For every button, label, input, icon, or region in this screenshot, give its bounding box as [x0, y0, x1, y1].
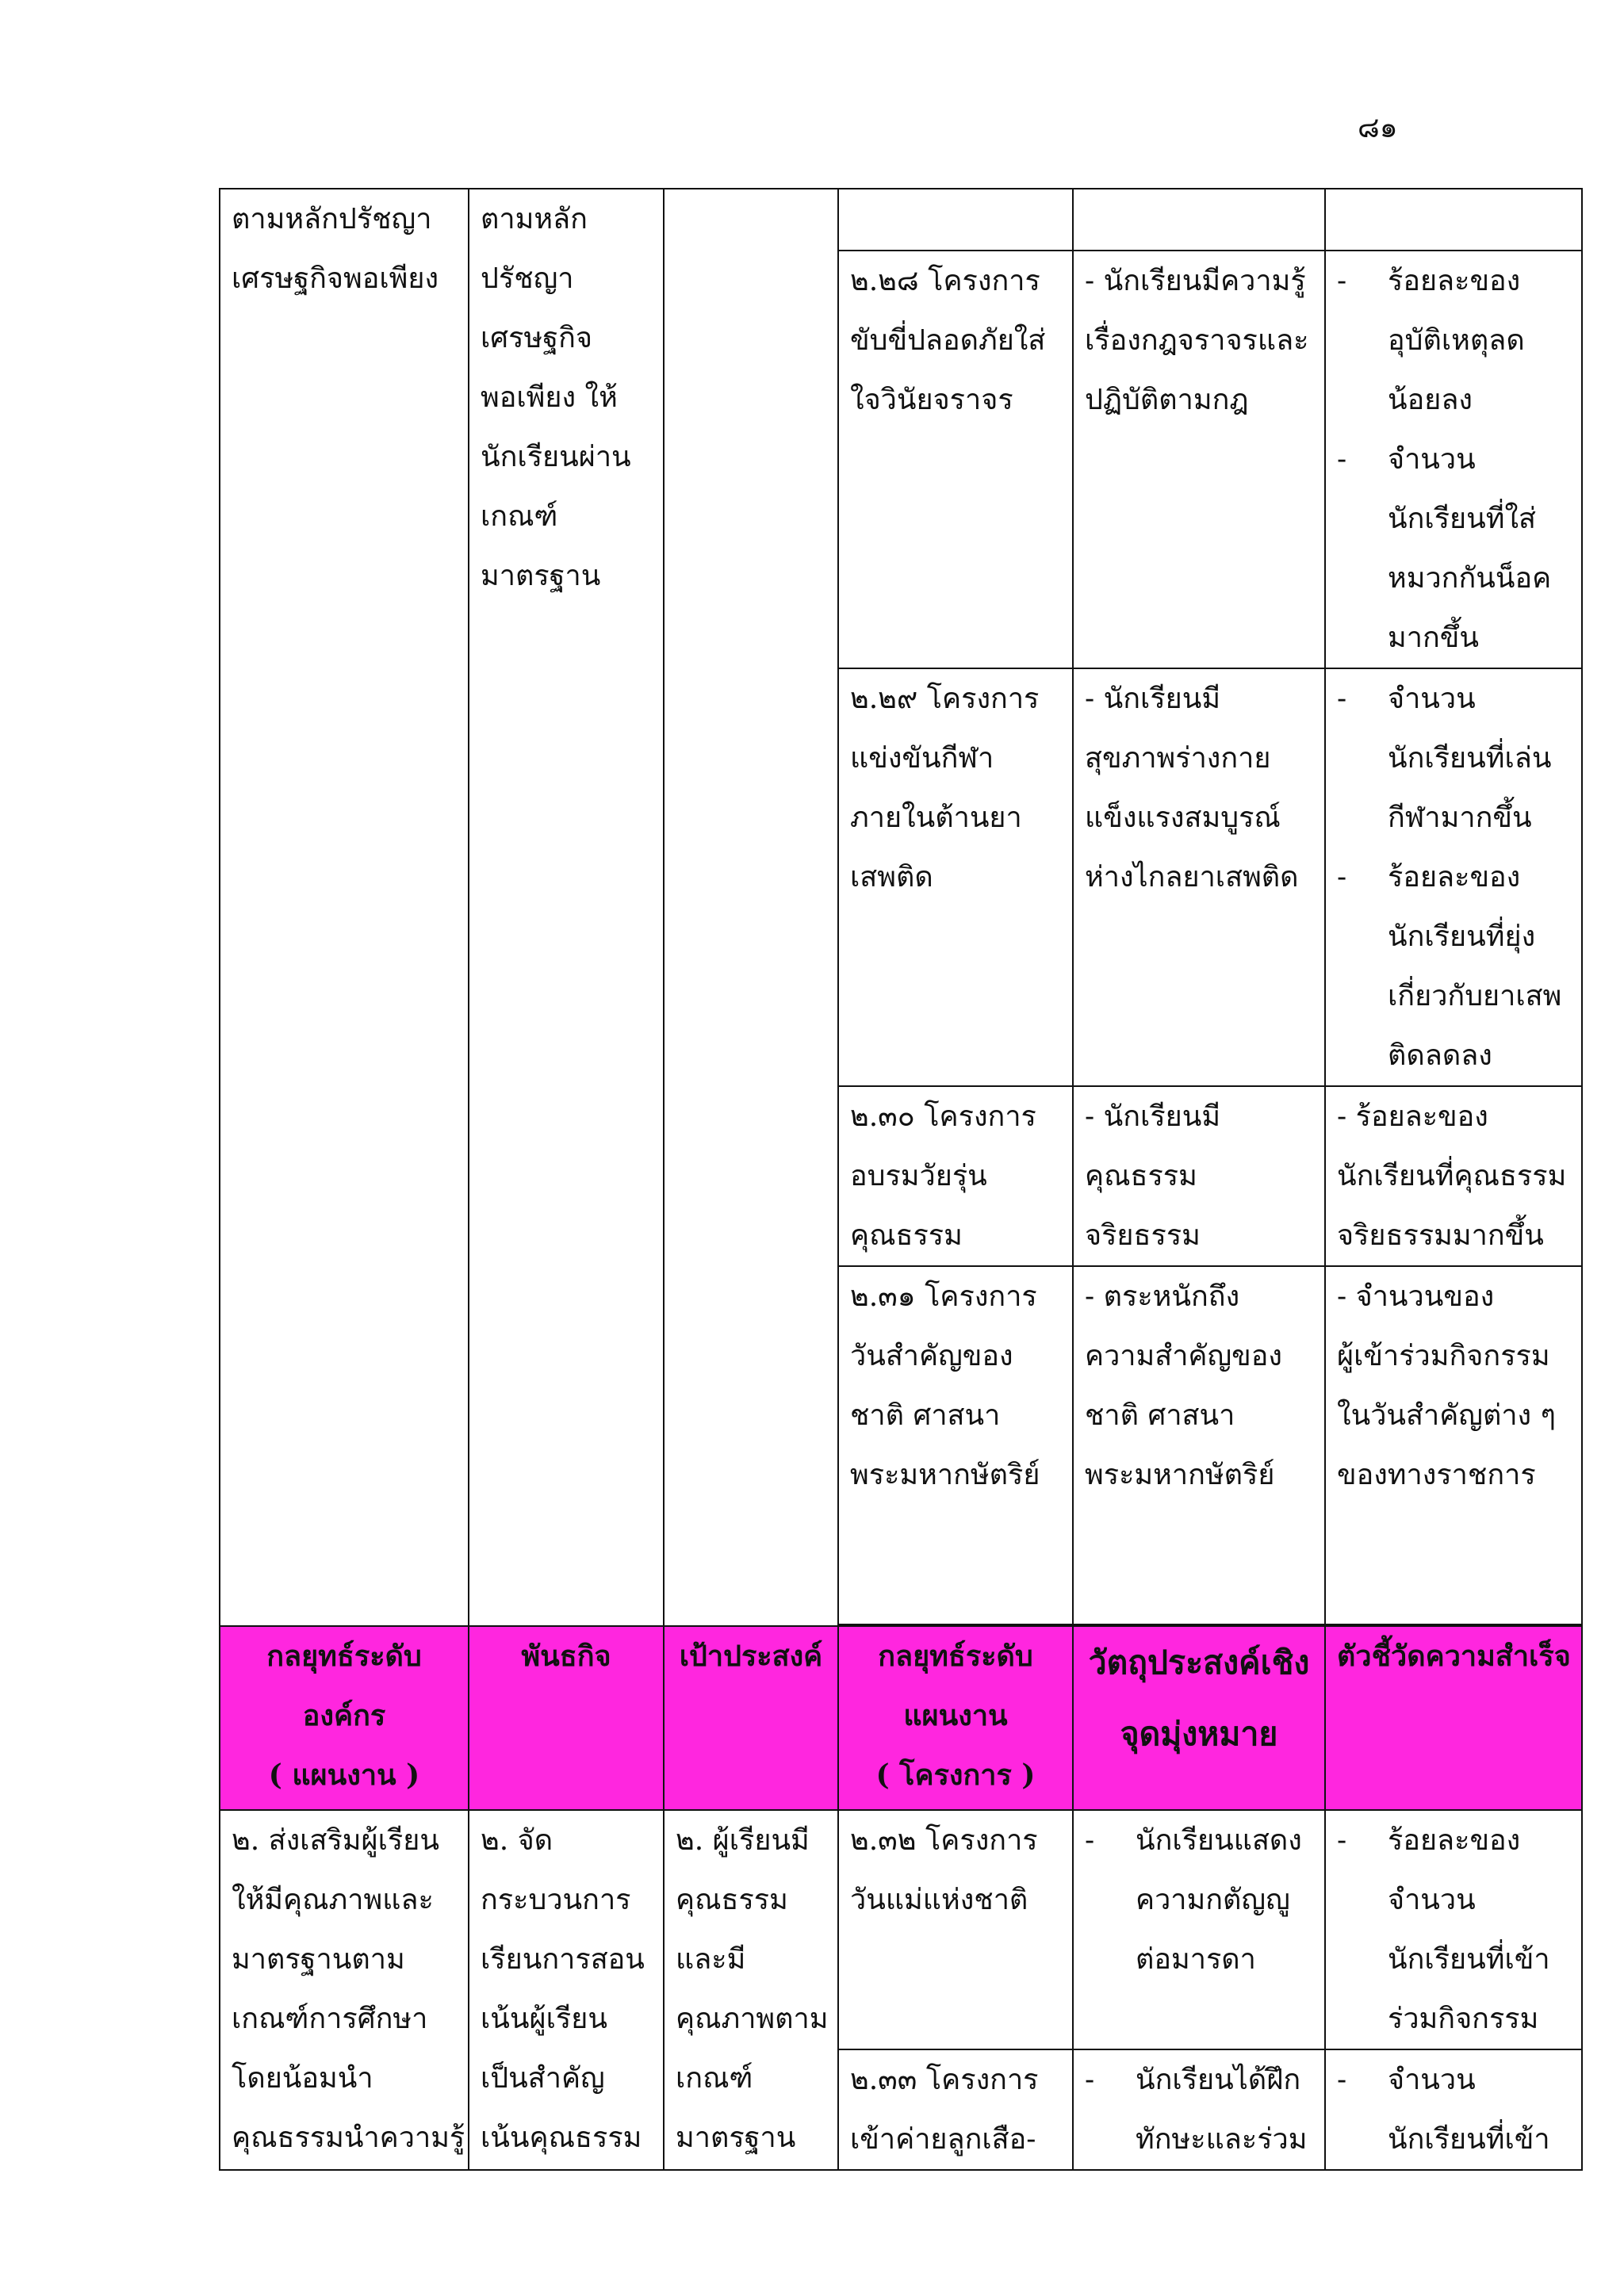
objective-line: - นักเรียนมี [1085, 1100, 1221, 1133]
project-name-line: ๒.๓๓ โครงการ [850, 2064, 1039, 2096]
project-name-cell [838, 251, 1073, 668]
lower-strategy-cell [220, 1810, 469, 2170]
project-name-cell [838, 1810, 1073, 2049]
objective-line: ความสำคัญของ [1085, 1340, 1282, 1372]
mission-line: นักเรียนผ่าน [481, 441, 631, 473]
indicator-line: นักเรียนที่เล่น [1388, 742, 1552, 775]
indicator-line: ในวันสำคัญต่าง ๆ [1337, 1399, 1556, 1432]
project-name-line: วันแม่แห่งชาติ [850, 1884, 1028, 1916]
header-line: แผนงาน [903, 1699, 1008, 1732]
indicator-line: อุบัติเหตุลด [1388, 324, 1525, 357]
mission-line: เน้นผู้เรียน [481, 2003, 607, 2035]
project-name-line: พระมหากษัตริย์ [850, 1459, 1040, 1491]
objective-line: - นักเรียนมี [1085, 683, 1221, 715]
indicator-line: นักเรียนที่คุณธรรม [1337, 1160, 1567, 1192]
indicator-line: - จำนวนของ [1337, 1280, 1495, 1313]
indicator-line: จำนวน [1388, 683, 1476, 715]
goal-line: คุณภาพตาม [676, 2003, 829, 2035]
indicator-cell [1325, 1810, 1582, 2049]
project-name-line: คุณธรรม [850, 1219, 963, 1252]
mission-line: เป็นสำคัญ [481, 2062, 605, 2095]
indicator-line: น้อยลง [1388, 384, 1473, 416]
bullet-dash: - [1085, 1824, 1095, 1857]
project-name-line: ภายในต้านยา [850, 802, 1022, 834]
objective-line: ชาติ ศาสนา [1085, 1399, 1235, 1432]
bullet-dash: - [1337, 265, 1347, 297]
empty-indicator-cell [1325, 189, 1582, 251]
header-strategy-org [220, 1626, 469, 1810]
indicator-line: จำนวน [1388, 443, 1476, 476]
upper-goal-cell [664, 189, 838, 1626]
indicator-line: ร้อยละของ [1388, 1824, 1521, 1857]
header-line: ( โครงการ ) [875, 1758, 1036, 1792]
mission-line: พอเพียง ให้ [481, 381, 618, 414]
indicator-line: นักเรียนที่ยุ่ง [1388, 920, 1536, 953]
project-name-line: ชาติ ศาสนา [850, 1399, 1001, 1432]
project-name-cell [838, 1086, 1073, 1266]
indicator-bullet [1337, 1811, 1570, 2049]
header-indicator [1325, 1626, 1582, 1810]
project-name-line: ขับขี่ปลอดภัยใส่ [850, 324, 1046, 357]
project-name-line: อบรมวัยรุ่น [850, 1160, 987, 1192]
goal-line: เกณฑ์ [676, 2062, 753, 2095]
header-line: จุดมุ่งหมาย [1120, 1715, 1278, 1753]
mission-line: มาตรฐาน [481, 560, 601, 592]
header-strategy-plan [838, 1626, 1073, 1810]
continuation-top-row [220, 189, 1582, 251]
indicator-line: ร้อยละของ [1388, 861, 1521, 894]
bullet-dash: - [1337, 683, 1347, 715]
header-goal [664, 1626, 838, 1810]
goal-line: คุณธรรม [676, 1884, 788, 1916]
project-name-line: วันสำคัญของ [850, 1340, 1013, 1372]
bullet-dash: - [1337, 861, 1347, 894]
header-line: วัตถุประสงค์เชิง [1088, 1644, 1310, 1682]
header-line: องค์กร [302, 1699, 386, 1732]
objective-line: นักเรียนได้ฝึก [1136, 2064, 1301, 2096]
strategy-plan-table [219, 188, 1583, 2171]
indicator-line: กีฬามากขึ้น [1388, 802, 1532, 834]
header-mission [469, 1626, 664, 1810]
objective-line: คุณธรรม [1085, 1160, 1197, 1192]
indicator-line: - ร้อยละของ [1337, 1100, 1488, 1133]
indicator-bullet [1337, 2050, 1570, 2169]
indicator-bullet [1337, 430, 1570, 668]
indicator-line: จริยธรรมมากขึ้น [1337, 1219, 1544, 1252]
objective-line: เรื่องกฎจราจรและ [1085, 324, 1309, 357]
objective-cell [1073, 1810, 1325, 2049]
objective-line: ห่างไกลยาเสพติด [1085, 861, 1299, 894]
upper-mission-cell [469, 189, 664, 1626]
indicator-line: นักเรียนที่ใส่ [1388, 503, 1537, 535]
project-name-line: ใจวินัยจราจร [850, 384, 1013, 416]
table-header-row [220, 1626, 1582, 1810]
mission-line: ปรัชญา [481, 262, 574, 295]
project-name-line: ๒.๓๐ โครงการ [850, 1100, 1036, 1133]
header-line: กลยุทธ์ระดับ [878, 1640, 1033, 1673]
objective-cell [1073, 1266, 1325, 1624]
indicator-line: ของทางราชการ [1337, 1459, 1536, 1491]
project-name-cell [838, 668, 1073, 1086]
empty-project-cell [838, 189, 1073, 251]
project-name-line: ๒.๒๘ โครงการ [850, 265, 1040, 297]
strategy-line: โดยน้อมนำ [232, 2062, 373, 2095]
objective-cell [1073, 2049, 1325, 2170]
mission-line: เน้นคุณธรรม [481, 2122, 642, 2154]
objective-line: พระมหากษัตริย์ [1085, 1459, 1275, 1491]
indicator-bullet [1337, 251, 1570, 430]
objective-bullet [1085, 1811, 1313, 1989]
mission-line: เรียนการสอน [481, 1943, 645, 1976]
goal-line: มาตรฐาน [676, 2122, 796, 2154]
strategy-line: ๒. ส่งเสริมผู้เรียน [232, 1824, 439, 1857]
indicator-line: หมวกกันน็อค [1388, 562, 1552, 595]
header-line: เป้าประสงค์ [679, 1640, 823, 1673]
indicator-line: เกี่ยวกับยาเสพ [1388, 980, 1562, 1012]
project-name-line: เสพติด [850, 861, 933, 894]
objective-line: ทักษะและร่วม [1136, 2123, 1308, 2156]
goal-line: ๒. ผู้เรียนมี [676, 1824, 810, 1857]
indicator-cell [1325, 668, 1582, 1086]
project-name-line: ๒.๒๙ โครงการ [850, 683, 1040, 715]
page-number: ๘๑ [1358, 112, 1398, 144]
objective-line: สุขภาพร่างกาย [1085, 742, 1271, 775]
objective-line: ความกตัญญู [1136, 1884, 1290, 1916]
project-name-line: ๒.๓๑ โครงการ [850, 1280, 1037, 1313]
indicator-line: ผู้เข้าร่วมกิจกรรม [1337, 1340, 1550, 1372]
mission-line: เกณฑ์ [481, 500, 558, 533]
project-name-cell [838, 2049, 1073, 2170]
objective-cell [1073, 668, 1325, 1086]
project-row-2-32 [220, 1810, 1582, 2049]
upper-strategy-cell [220, 189, 469, 1626]
header-line: ตัวชี้วัดความสำเร็จ [1337, 1640, 1571, 1673]
goal-line: และมี [676, 1943, 746, 1976]
lower-goal-cell [664, 1810, 838, 2170]
indicator-line: ติดลดลง [1388, 1039, 1492, 1072]
header-line: พันธกิจ [521, 1640, 611, 1673]
strategy-line: มาตรฐานตาม [232, 1943, 405, 1976]
indicator-line: นักเรียนที่เข้า [1388, 1943, 1550, 1976]
project-name-cell [838, 1266, 1073, 1624]
header-line: กลยุทธ์ระดับ [266, 1640, 422, 1673]
strategy-line: ตามหลักปรัชญา [232, 203, 432, 235]
mission-line: ตามหลัก [481, 203, 588, 235]
strategy-line: เกณฑ์การศึกษา [232, 2003, 428, 2035]
project-name-line: ๒.๓๒ โครงการ [850, 1824, 1038, 1857]
indicator-line: นักเรียนที่เข้า [1388, 2123, 1550, 2156]
objective-cell [1073, 1086, 1325, 1266]
indicator-line: จำนวน [1388, 1884, 1476, 1916]
strategy-line: เศรษฐกิจพอเพียง [232, 262, 439, 295]
bullet-dash: - [1337, 1824, 1347, 1857]
indicator-cell [1325, 1086, 1582, 1266]
strategy-line: ให้มีคุณภาพและ [232, 1884, 434, 1916]
header-line: ( แผนงาน ) [268, 1758, 420, 1792]
empty-objective-cell [1073, 189, 1325, 251]
objective-bullet [1085, 2050, 1313, 2169]
indicator-line: ร้อยละของ [1388, 265, 1521, 297]
objective-line: นักเรียนแสดง [1136, 1824, 1302, 1857]
objective-line: จริยธรรม [1085, 1219, 1201, 1252]
indicator-cell [1325, 1266, 1582, 1624]
mission-line: เศรษฐกิจ [481, 322, 592, 354]
objective-line: ปฏิบัติตามกฎ [1085, 384, 1249, 416]
bullet-dash: - [1337, 2064, 1347, 2096]
indicator-line: มากขึ้น [1388, 622, 1479, 654]
bullet-dash: - [1085, 2064, 1095, 2096]
project-name-line: เข้าค่ายลูกเสือ- [850, 2123, 1036, 2156]
indicator-cell [1325, 251, 1582, 668]
indicator-bullet [1337, 669, 1570, 848]
indicator-bullet [1337, 848, 1570, 1085]
header-objective [1073, 1626, 1325, 1810]
indicator-line: จำนวน [1388, 2064, 1476, 2096]
objective-line: - ตระหนักถึง [1085, 1280, 1240, 1313]
bullet-dash: - [1337, 443, 1347, 476]
objective-line: แข็งแรงสมบูรณ์ [1085, 802, 1281, 834]
objective-line: ต่อมารดา [1136, 1943, 1256, 1976]
strategy-line: คุณธรรมนำความรู้ [232, 2122, 465, 2154]
mission-line: กระบวนการ [481, 1884, 631, 1916]
indicator-cell [1325, 2049, 1582, 2170]
objective-line: - นักเรียนมีความรู้ [1085, 265, 1306, 297]
objective-cell [1073, 251, 1325, 668]
project-name-line: แข่งขันกีฬา [850, 742, 994, 775]
indicator-line: ร่วมกิจกรรม [1388, 2003, 1539, 2035]
mission-line: ๒. จัด [481, 1824, 553, 1857]
lower-mission-cell [469, 1810, 664, 2170]
